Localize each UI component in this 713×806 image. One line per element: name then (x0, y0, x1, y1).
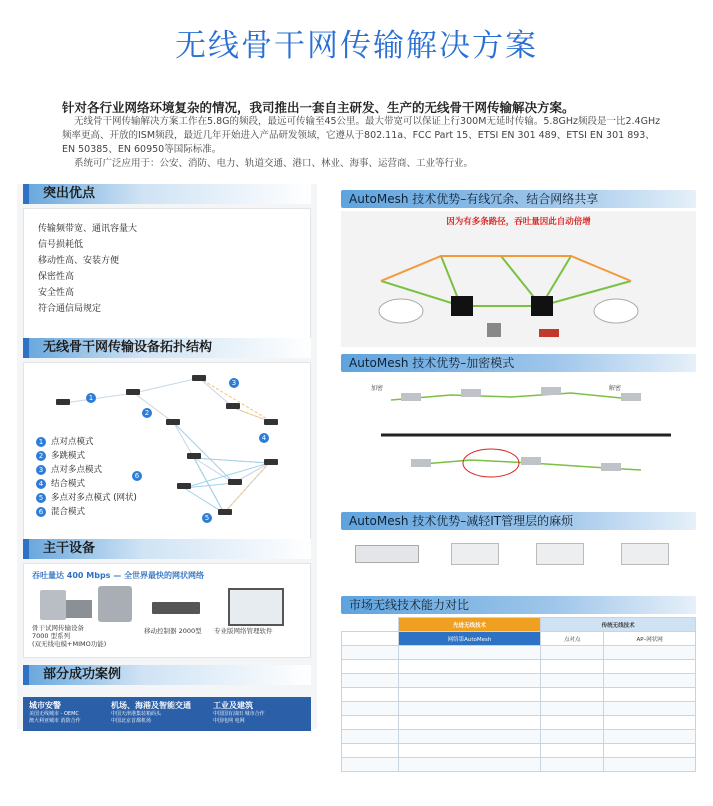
table-cell (541, 660, 604, 674)
table-cell (541, 744, 604, 758)
table-cell (604, 646, 696, 660)
feature-item: 保密性高 (38, 272, 75, 282)
features-section (23, 184, 311, 342)
table-subheader-automesh: 网络第AutoMesh (398, 632, 541, 646)
cases-card (23, 697, 311, 731)
features-heading: 突出优点 (23, 184, 311, 204)
table-cell (604, 660, 696, 674)
table-cell (541, 688, 604, 702)
table-cell (604, 688, 696, 702)
topology-legend-item (36, 449, 137, 463)
intro-body (62, 115, 662, 171)
encrypt-label: 加密 (371, 385, 384, 392)
product-label-3: 专业版网络管理软件 (214, 627, 273, 635)
table-cell (541, 716, 604, 730)
product-label-1: 骨干试网传输设备 7000 型系列 (双无线电模+MIMO功能) (32, 624, 107, 648)
topology-legend-number: 3 (36, 465, 46, 475)
topology-legend (36, 435, 137, 519)
table-row (342, 688, 399, 702)
topology-legend-item (36, 477, 137, 491)
topology-section (23, 338, 311, 540)
left-column (17, 184, 317, 729)
topology-legend-label: 多跳模式 (51, 451, 86, 461)
topology-card (23, 362, 311, 540)
topology-marker-5: 5 (202, 513, 212, 523)
topology-legend-number: 2 (36, 451, 46, 461)
table-cell (398, 702, 541, 716)
comparison-table-wrap (341, 617, 696, 772)
topology-legend-label: 多点对多点模式 (网状) (51, 493, 137, 503)
table-row (342, 716, 399, 730)
redundancy-panel (341, 211, 696, 347)
table-cell (398, 758, 541, 772)
feature-item: 信号损耗低 (38, 240, 84, 250)
case-column-2 (111, 700, 207, 725)
table-cell (398, 716, 541, 730)
table-row (342, 660, 399, 674)
table-cell (541, 646, 604, 660)
topology-legend-number: 5 (36, 493, 46, 503)
case-column-title: 机场、海港及智能交通 (111, 701, 191, 710)
it-switch-image (355, 545, 419, 563)
topology-marker-6: 6 (132, 471, 142, 481)
product-label-2: 移动控制器 2000型 (144, 627, 202, 635)
topology-legend-item (36, 463, 137, 477)
equipment-heading: 主干设备 (23, 539, 311, 559)
case-line: 中国北京首都机场 (111, 718, 152, 724)
table-corner (342, 618, 399, 632)
topology-heading: 无线骨干网传输设备拓扑结构 (23, 338, 311, 358)
right-column (341, 190, 696, 772)
table-cell (541, 674, 604, 688)
product-outdoor-unit-image (98, 586, 132, 622)
feature-item: 移动性高、安装方便 (38, 256, 120, 266)
table-row (342, 674, 399, 688)
product-router-image-2 (66, 600, 92, 618)
it-device-image-2 (536, 543, 584, 565)
table-cell (604, 730, 696, 744)
case-column-3 (213, 700, 307, 725)
encryption-diagram (341, 375, 696, 505)
table-cell (541, 758, 604, 772)
table-cell (398, 660, 541, 674)
table-cell (342, 632, 399, 646)
comparison-table (341, 617, 696, 772)
table-row (342, 758, 399, 772)
table-cell (604, 702, 696, 716)
case-column-title: 城市安警 (29, 701, 61, 710)
case-line: 中国天津港集装箱码头 (111, 711, 162, 717)
table-row (342, 646, 399, 660)
table-cell (604, 744, 696, 758)
case-line: 中国国有油田 城市合作 (213, 711, 265, 717)
it-device-image-1 (451, 543, 499, 565)
product-controller-image (152, 602, 200, 614)
table-row (342, 744, 399, 758)
table-row (342, 730, 399, 744)
intro-lead: 针对各行业网络环境复杂的情况，我司推出一套自主研发、生产的无线骨干网传输解决方案。 (62, 100, 575, 115)
intro-paragraph-2: 系统可广泛应用于：公安、消防、电力、轨道交通、港口、林业、海事、运营商、工业等行业。 (74, 158, 474, 169)
topology-legend-item (36, 505, 137, 519)
topology-legend-label: 点对点模式 (51, 437, 94, 447)
equipment-section (23, 539, 311, 658)
table-cell (398, 646, 541, 660)
cases-heading: 部分成功案例 (23, 665, 311, 685)
table-header-advanced: 先进无线技术 (398, 618, 541, 632)
cases-section (23, 665, 311, 731)
table-cell (398, 674, 541, 688)
table-cell (398, 744, 541, 758)
case-column-title: 工业及建筑 (213, 701, 253, 710)
topology-legend-label: 混合模式 (51, 507, 86, 517)
features-card (23, 208, 311, 342)
table-cell (541, 702, 604, 716)
case-line: 澳大利亚城市 消防合作 (29, 718, 81, 724)
case-line: 中国电网 电网 (213, 718, 245, 724)
topology-legend-item (36, 435, 137, 449)
table-cell (541, 730, 604, 744)
it-layer-panel (341, 533, 696, 588)
table-cell (398, 730, 541, 744)
table-cell (604, 716, 696, 730)
redundancy-banner: 因为有多条路径，吞吐量因此自动倍增 (446, 217, 591, 227)
decrypt-label: 解密 (609, 385, 622, 392)
it-layer-heading: AutoMesh 技术优势–减轻IT管理层的麻烦 (341, 512, 696, 530)
table-cell (604, 674, 696, 688)
table-header-traditional: 传统无线技术 (541, 618, 696, 632)
topology-legend-number: 4 (36, 479, 46, 489)
intro-paragraph-1: 无线骨干网传输解决方案工作在5.8G的频段，最远可传输至45公里。最大带宽可以保证上行300M无延时传输。5.8GHz频段是一比2.4GHz频率更高、开放的ISM频段，最近几年开始进入产品研发领域，它遵从于802.11a、FCC Part 15、ETSI EN 301 489、ETSI EN 301 893、EN 50385、EN 60950等国际标准。 (62, 116, 661, 155)
page-title: 无线骨干网传输解决方案 (175, 28, 538, 64)
equipment-card (23, 563, 311, 658)
topology-legend-number: 6 (36, 507, 46, 517)
feature-item: 安全性高 (38, 288, 75, 298)
case-column-1 (29, 700, 109, 725)
topology-marker-4: 4 (259, 433, 269, 443)
redundancy-heading: AutoMesh 技术优势–有线冗余、结合网络共享 (341, 190, 696, 208)
comparison-heading: 市场无线技术能力对比 (341, 596, 696, 614)
topology-legend-label: 结合模式 (51, 479, 86, 489)
topology-marker-1: 1 (86, 393, 96, 403)
topology-marker-3: 3 (229, 378, 239, 388)
case-line: 美国无线城市 - OEMC (29, 711, 79, 717)
topology-legend-label: 点对多点模式 (51, 465, 103, 475)
feature-item: 传输频带宽、通讯容量大 (38, 224, 138, 234)
table-cell (398, 688, 541, 702)
equipment-tagline: 吞吐量达 400 Mbps — 全世界最快的网状网络 (32, 571, 205, 580)
table-subheader-ap: AP–网状网 (604, 632, 696, 646)
topology-legend-item (36, 491, 137, 505)
encryption-heading: AutoMesh 技术优势–加密模式 (341, 354, 696, 372)
product-software-image (228, 588, 284, 626)
encryption-panel (341, 375, 696, 505)
feature-item: 符合通信局规定 (38, 304, 102, 314)
table-cell (604, 758, 696, 772)
table-subheader-p2p: 点对点 (541, 632, 604, 646)
product-router-image (40, 590, 66, 620)
topology-legend-number: 1 (36, 437, 46, 447)
redundancy-diagram (341, 211, 696, 347)
topology-marker-2: 2 (142, 408, 152, 418)
features-list (38, 221, 296, 317)
it-device-image-3 (621, 543, 669, 565)
table-row (342, 702, 399, 716)
